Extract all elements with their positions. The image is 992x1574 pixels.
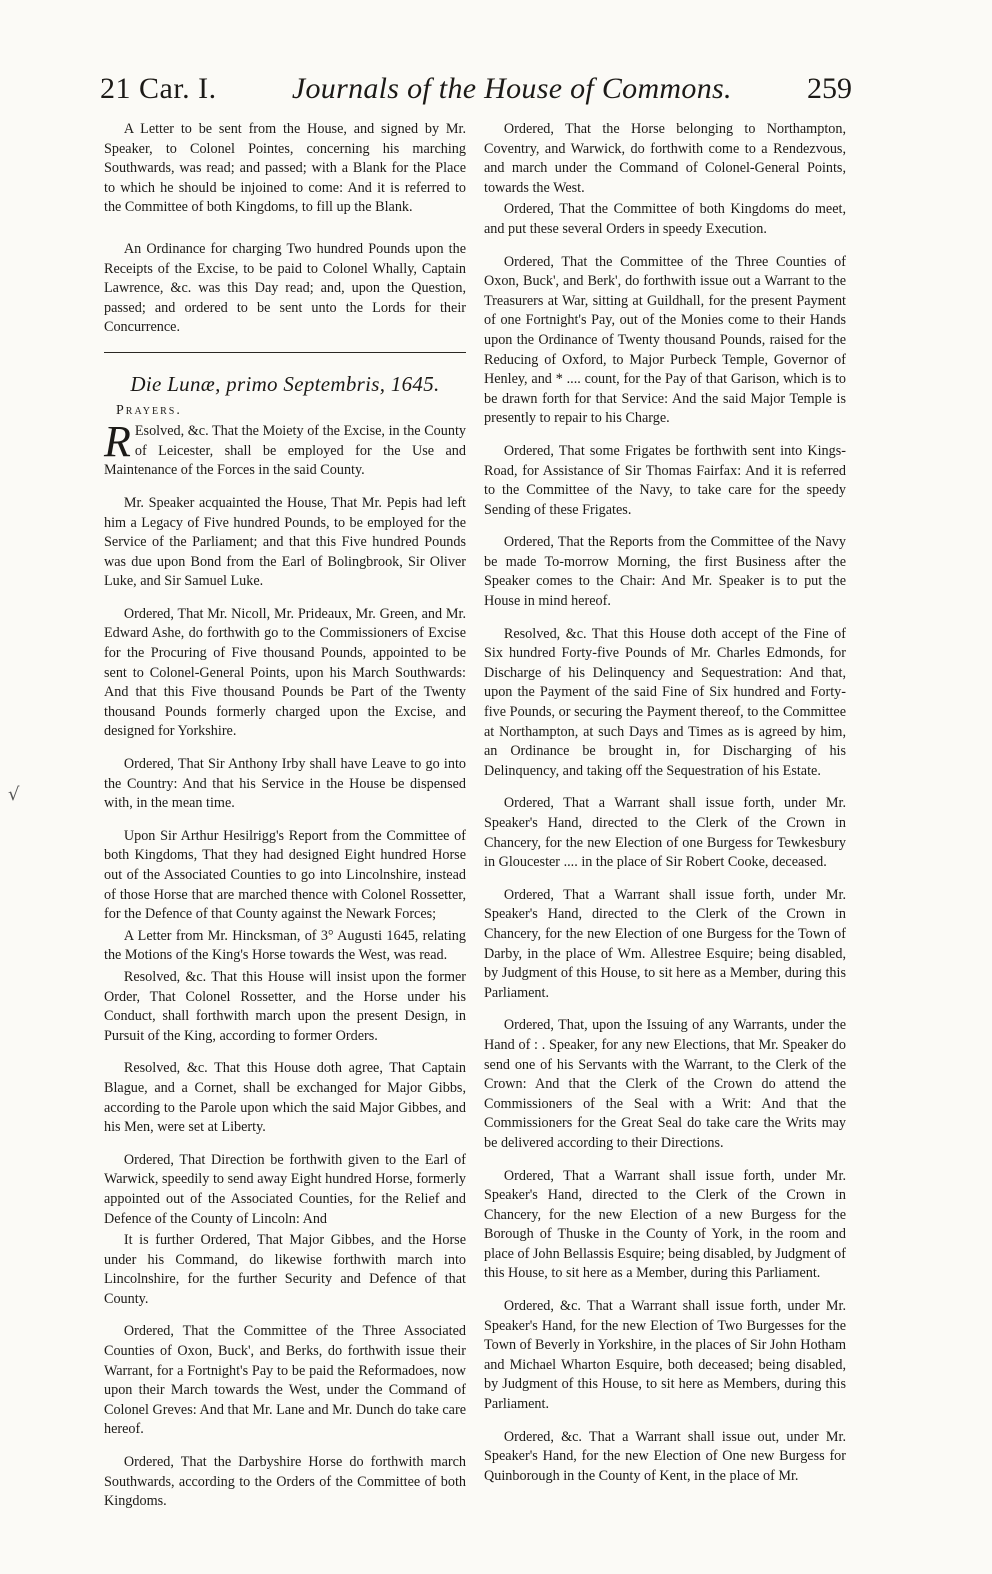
paragraph: A Letter from Mr. Hincksman, of 3° Augusti 1645, relating the Motions of the King's Horse towards the West, was read.	[104, 927, 466, 964]
paragraph: Ordered, That the Darbyshire Horse do forthwith march Southwards, according to the Orders of the Committee of both Kingdoms.	[104, 1454, 466, 1510]
page-number: 259	[806, 72, 852, 105]
paragraph: An Ordinance for charging Two hundred Pounds upon the Receipts of the Excise, to be paid to Colonel Whally, Captain Lawrence, &c. was this Day read; and, upon the Question, passed; and ordered to be sent unto the Lords for their Concurrence.	[104, 240, 466, 336]
paragraph: Upon Sir Arthur Hesilrigg's Report from the Committee of both Kingdoms, That they had designed Eight hundred Horse out of the Associated Counties to go into Lincolnshire, instead of those Horse that are marched thence with Colonel Rossetter, for the Defence of that County against the Newark Forces;	[104, 827, 466, 923]
paragraph: Ordered, &c. That a Warrant shall issue forth, under Mr. Speaker's Hand, for the new Election of Two Burgesses for the Town of Beverly in Yorkshire, in the places of Sir John Hotham and Michael Wharton Esquire, both deceased; being disabled, by Judgment of this House, to sit here as Members, during this Parliament.	[484, 1298, 846, 1413]
paragraph-text: Esolved, &c. That the Moiety of the Excise, in the County of Leicester, shall be employed for the Use and Maintenance of the Forces in the said County.	[104, 423, 466, 479]
paragraph: Ordered, That the Committee of both Kingdoms do meet, and put these several Orders in speedy Execution.	[484, 201, 846, 237]
regnal-year: 21 Car. I.	[100, 72, 217, 105]
paragraph: Ordered, That the Committee of the Three Associated Counties of Oxon, Buck', and Berks, do forthwith issue their Warrant, for a Fortnight's Pay to be paid the Reformadoes, now upon their March towards the West, under the Command of Colonel Greves: And that Mr. Lane and Mr. Dunch do take care hereof.	[104, 1323, 466, 1438]
paragraph: Resolved, &c. That this House doth agree, That Captain Blague, and a Cornet, shall be exchanged for Major Gibbs, according to the Parole upon which the said Major Gibbes, and his Men, were set at Liberty.	[104, 1060, 466, 1136]
paragraph: Ordered, &c. That a Warrant shall issue out, under Mr. Speaker's Hand, for the new Election of One new Burgess for Quinborough in the County of Kent, in the place of Mr.	[484, 1428, 846, 1484]
date-heading: Die Lunæ, primo Septembris, 1645.	[130, 371, 440, 396]
paragraph: Ordered, That the Committee of the Three Counties of Oxon, Buck', and Berk', do forthwith issue out a Warrant to the Treasurers at War, sitting at Guildhall, for the present Payment of one Fortnight's Pay, out of the Monies come to their Hands upon the Ordinance of Twenty thousand Pounds, raised for the Reducing of Oxford, to Major Purbeck Temple, Governor of Henley, and * .... count, for the Pay of that Garison, which is to be drawn forth for that Service: And the said Major Temple is presently to repair to his Charge.	[484, 253, 846, 427]
paragraph: Ordered, That the Horse belonging to Northampton, Coventry, and Warwick, do forthwith come to a Rendezvous, and march under the Command of Colonel-General Points, towards the West.	[484, 121, 846, 196]
paragraph: Ordered, That Direction be forthwith given to the Earl of Warwick, speedily to send away Eight hundred Horse, formerly appointed out of the Associated Counties, for the Relief and Defence of the County of Lincoln: And	[104, 1151, 466, 1227]
paragraph: Ordered, That, upon the Issuing of any Warrants, under the Hand of : . Speaker, for any new Elections, that Mr. Speaker do send one of his Servants with the Warrant, to the Clerk of the Crown: And that the Clerk of the Crown do attend the Commissioners of the Seal with a Writ: And that the Commissioners for the Great Seal do take care the Writs may be delivered according to their Directions.	[484, 1017, 846, 1151]
prayers-heading: Prayers.	[116, 402, 182, 418]
drop-capital: R	[104, 417, 131, 467]
paragraph: Ordered, That a Warrant shall issue forth, under Mr. Speaker's Hand, directed to the Clerk of the Crown in Chancery, for the new Election of one Burgess for Tewkesbury in Gloucester .... in the place of Sir Robert Cooke, deceased.	[484, 795, 846, 871]
margin-tick-mark: √	[8, 784, 20, 805]
paragraph: Ordered, That a Warrant shall issue forth, under Mr. Speaker's Hand, directed to the Clerk of the Crown in Chancery, for the new Election of one Burgess for the Town of Darby, in the place of Wm. Allestree Esquire; being disabled, by Judgment of this House, to sit here as a Member, during this Parliament.	[484, 886, 846, 1001]
paragraph: It is further Ordered, That Major Gibbes, and the Horse under his Command, do likewise forthwith march into Lincolnshire, for the further Security and Defence of that County.	[104, 1232, 466, 1307]
paragraph: A Letter to be sent from the House, and signed by Mr. Speaker, to Colonel Pointes, concerning his marching Southwards, was read; and passed; with a Blank for the Place to which he should be injoined to come: And it is referred to the Committee of both Kingdoms, to fill up the Blank.	[104, 121, 466, 216]
paragraph: Ordered, That some Frigates be forthwith sent into Kings-Road, for Assistance of Sir Thomas Fairfax: And it is referred to the Committee of the Navy, to take care for the speedy Sending of these Frigates.	[484, 442, 846, 518]
running-head	[100, 72, 852, 122]
paragraph: Resolved, &c. That this House doth accept of the Fine of Six hundred Forty-five Pounds of Mr. Charles Edmonds, for Discharge of his Delinquency and Sequestration: And that, upon the Payment of the said Fine of Six hundred and Forty-five Pounds, or securing the Payment thereof, to the Committee at Northampton, at such Days and Times as is agreed by him, an Ordinance be brought in, for Discharging of his Delinquency, and taking off the Sequestration of his Estate.	[484, 625, 846, 779]
paragraph: Resolved, &c. That this House will insist upon the former Order, That Colonel Rossetter, and the Horse under his Conduct, shall forthwith march upon the present Design, in Pursuit of the King, according to former Orders.	[104, 968, 466, 1044]
paragraph-dropcap	[104, 417, 466, 481]
paragraph: Ordered, That Sir Anthony Irby shall have Leave to go into the Country: And that his Service in the House be dispensed with, in the mean time.	[104, 756, 466, 812]
paragraph: Ordered, That the Reports from the Committee of the Navy be made To-morrow Morning, the first Business after the Speaker comes to the Chair: And Mr. Speaker is to put the House in mind hereof.	[484, 534, 846, 610]
section-divider	[104, 352, 466, 353]
right-column	[484, 120, 846, 1499]
paragraph: Ordered, That a Warrant shall issue forth, under Mr. Speaker's Hand, directed to the Clerk of the Crown in Chancery, for the new Election of a new Burgess for the Borough of Thuske in the County of York, in the room and place of John Bellassis Esquire; being disabled, by Judgment of this House, to sit here as a Member, during this Parliament.	[484, 1167, 846, 1282]
paragraph: Mr. Speaker acquainted the House, That Mr. Pepis had left him a Legacy of Five hundred Pounds, to be employed for the Service of the Parliament; and that this Five hundred Pounds was due upon Bond from the Earl of Bolingbrook, Sir Oliver Luke, and Sir Samuel Luke.	[104, 494, 466, 590]
paragraph: Ordered, That Mr. Nicoll, Mr. Prideaux, Mr. Green, and Mr. Edward Ashe, do forthwith go to the Commissioners of Excise for the Procuring of Five thousand Pounds, appointed to be sent to Colonel-General Points, upon his March Southwards: And that this Five thousand Pounds be Part of the Twenty thousand Pounds formerly charged upon the Excise, and designed for Yorkshire.	[104, 605, 466, 740]
journal-title: Journals of the House of Commons.	[291, 72, 732, 105]
left-column	[104, 120, 466, 1525]
